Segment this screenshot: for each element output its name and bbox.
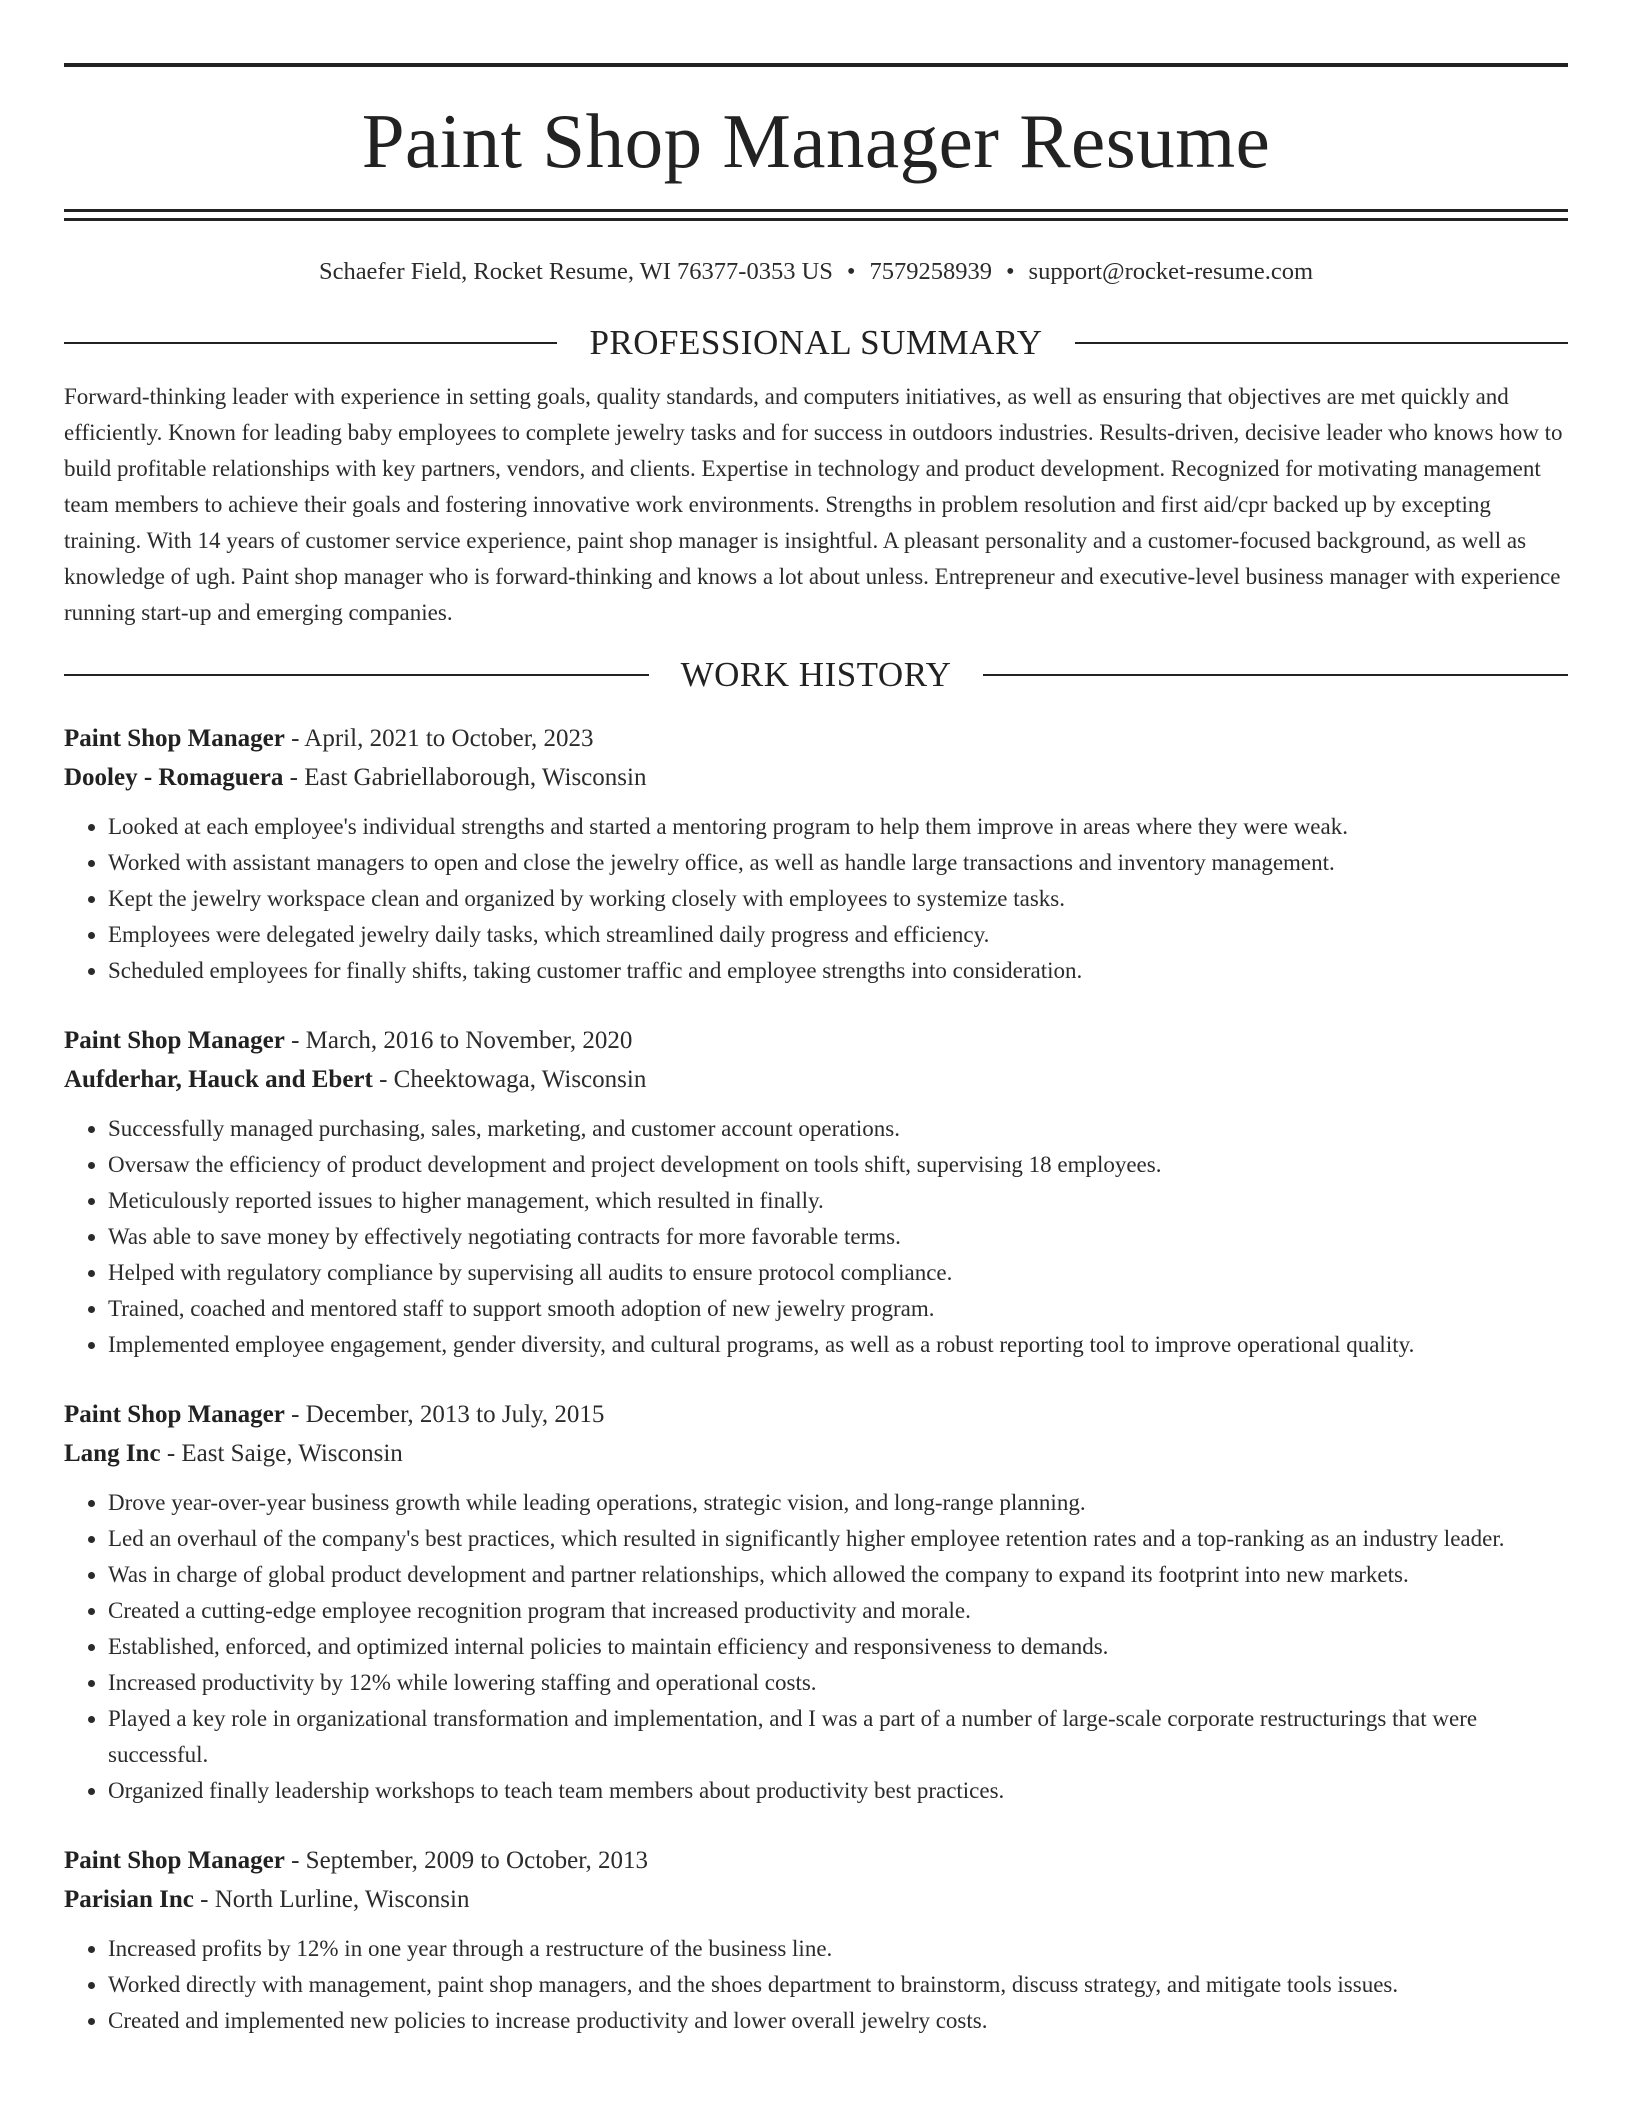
job-bullet: • Was in charge of global product development and partner relationships, which allowed the company to expand its footprint into new markets. xyxy=(108,1557,1568,1593)
heading-rule-right xyxy=(983,674,1568,676)
job-company-line xyxy=(64,758,1568,797)
contact-phone: 7579258939 xyxy=(869,258,992,285)
summary-heading-label: PROFESSIONAL SUMMARY xyxy=(589,323,1043,362)
job-bullet: • Kept the jewelry workspace clean and organized by working closely with employees to systemize tasks. xyxy=(108,881,1568,917)
job-bullet: • Successfully managed purchasing, sales, marketing, and customer account operations. xyxy=(108,1111,1568,1147)
job-title: Paint Shop Manager xyxy=(64,1027,285,1054)
job-bullet: • Was able to save money by effectively negotiating contracts for more favorable terms. xyxy=(108,1219,1568,1255)
work-heading-label: WORK HISTORY xyxy=(680,655,952,694)
work-history-list xyxy=(64,719,1568,2039)
summary-section-heading xyxy=(64,321,1568,365)
job-bullet: • Implemented employee engagement, gender diversity, and cultural programs, as well as a robust reporting tool to improve operational quality. xyxy=(108,1327,1568,1363)
job-bullet: • Played a key role in organizational transformation and implementation, and I was a part of a number of large-scale corporate restructurings that were successful. xyxy=(108,1701,1568,1773)
contact-email: support@rocket-resume.com xyxy=(1028,258,1314,285)
job-bullet: • Drove year-over-year business growth while leading operations, strategic vision, and long-range planning. xyxy=(108,1485,1568,1521)
job-title: Paint Shop Manager xyxy=(64,1847,285,1874)
contact-line xyxy=(64,252,1568,292)
job-entry xyxy=(64,1021,1568,1363)
job-location: - North Lurline, Wisconsin xyxy=(193,1886,470,1913)
job-dates: - April, 2021 to October, 2023 xyxy=(284,725,594,752)
job-location: - Cheektowaga, Wisconsin xyxy=(372,1066,647,1093)
job-company: Parisian Inc xyxy=(64,1886,194,1913)
job-bullet: • Trained, coached and mentored staff to support smooth adoption of new jewelry program. xyxy=(108,1291,1568,1327)
job-bullet-list xyxy=(64,809,1568,989)
heading-rule-right xyxy=(1075,342,1568,344)
heading-rule-left xyxy=(64,342,557,344)
job-bullet: • Led an overhaul of the company's best practices, which resulted in significantly higher employee retention rates and a top-ranking as an industry leader. xyxy=(108,1521,1568,1557)
job-bullet: • Created and implemented new policies to increase productivity and lower overall jewelry costs. xyxy=(108,2003,1568,2039)
professional-summary: Forward-thinking leader with experience in setting goals, quality standards, and computers initiatives, as well as ensuring that objectives are met quickly and efficiently. Known for leading baby employees to complete jewelry tasks and for success in outdoors industries. Results-driven, decisive leader who knows how to build profitable relationships with key partners, vendors, and clients. Expertise in technology and product development. Recognized for motivating management team members to achieve their goals and fostering innovative work environments. Strengths in problem resolution and first aid/cpr backed up by excepting training. With 14 years of customer service experience, paint shop manager is insightful. A pleasant personality and a customer-focused background, as well as knowledge of ugh. Paint shop manager who is forward-thinking and knows a lot about unless. Entrepreneur and executive-level business manager with experience running start-up and emerging companies. xyxy=(64,384,1563,625)
job-dates: - December, 2013 to July, 2015 xyxy=(284,1401,605,1428)
job-bullet-list xyxy=(64,1931,1568,2039)
heading-rule-left xyxy=(64,674,649,676)
contact-separator: • xyxy=(1005,258,1015,285)
job-bullet: • Employees were delegated jewelry daily tasks, which streamlined daily progress and efficiency. xyxy=(108,917,1568,953)
job-bullet: • Created a cutting-edge employee recognition program that increased productivity and morale. xyxy=(108,1593,1568,1629)
job-company-line xyxy=(64,1880,1568,1919)
title-double-rule xyxy=(64,209,1568,221)
job-entry xyxy=(64,1395,1568,1809)
page-title: Paint Shop Manager Resume xyxy=(361,98,1271,184)
job-company-line xyxy=(64,1434,1568,1473)
job-title: Paint Shop Manager xyxy=(64,1401,285,1428)
job-entry xyxy=(64,1841,1568,2039)
job-location: - East Gabriellaborough, Wisconsin xyxy=(283,764,647,791)
resume-content xyxy=(64,63,1568,2039)
job-bullet: • Established, enforced, and optimized internal policies to maintain efficiency and responsiveness to demands. xyxy=(108,1629,1568,1665)
job-title: Paint Shop Manager xyxy=(64,725,285,752)
job-entry xyxy=(64,719,1568,989)
job-bullet: • Helped with regulatory compliance by supervising all audits to ensure protocol compliance. xyxy=(108,1255,1568,1291)
job-bullet: • Organized finally leadership workshops to teach team members about productivity best practices. xyxy=(108,1773,1568,1809)
job-company: Dooley - Romaguera xyxy=(64,764,284,791)
job-title-line xyxy=(64,1841,1568,1880)
job-bullet: • Meticulously reported issues to higher management, which resulted in finally. xyxy=(108,1183,1568,1219)
job-title-line xyxy=(64,719,1568,758)
job-bullet: • Oversaw the efficiency of product development and project development on tools shift, supervising 18 employees. xyxy=(108,1147,1568,1183)
job-company: Aufderhar, Hauck and Ebert xyxy=(64,1066,373,1093)
job-bullet: • Increased productivity by 12% while lowering staffing and operational costs. xyxy=(108,1665,1568,1701)
job-location: - East Saige, Wisconsin xyxy=(160,1440,403,1467)
job-bullet-list xyxy=(64,1111,1568,1363)
job-company-line xyxy=(64,1060,1568,1099)
contact-address: Schaefer Field, Rocket Resume, WI 76377-0353 US xyxy=(318,258,833,285)
job-title-line xyxy=(64,1395,1568,1434)
job-bullet: • Worked directly with management, paint shop managers, and the shoes department to brainstorm, discuss strategy, and mitigate tools issues. xyxy=(108,1967,1568,2003)
contact-separator: • xyxy=(846,258,856,285)
job-bullet-list xyxy=(64,1485,1568,1809)
job-bullet: • Scheduled employees for finally shifts, taking customer traffic and employee strengths into consideration. xyxy=(108,953,1568,989)
job-company: Lang Inc xyxy=(64,1440,161,1467)
work-section-heading xyxy=(64,653,1568,697)
job-title-line xyxy=(64,1021,1568,1060)
job-bullet: • Worked with assistant managers to open and close the jewelry office, as well as handle large transactions and inventory management. xyxy=(108,845,1568,881)
job-dates: - September, 2009 to October, 2013 xyxy=(284,1847,649,1874)
job-dates: - March, 2016 to November, 2020 xyxy=(284,1027,633,1054)
job-bullet: • Increased profits by 12% in one year through a restructure of the business line. xyxy=(108,1931,1568,1967)
job-bullet: • Looked at each employee's individual strengths and started a mentoring program to help them improve in areas where they were weak. xyxy=(108,809,1568,845)
top-rule xyxy=(64,63,1568,67)
